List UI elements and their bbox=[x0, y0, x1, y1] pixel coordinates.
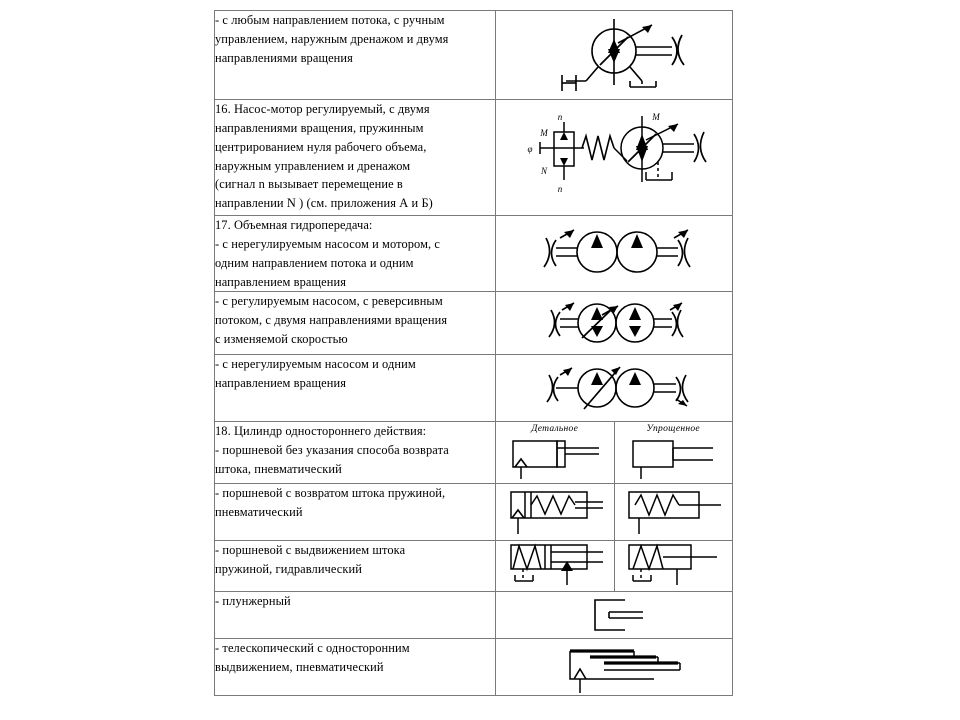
description-cell bbox=[215, 541, 496, 592]
desc-line: - плунжерный bbox=[215, 594, 291, 609]
desc-line: управлением, наружным дренажом и двумя bbox=[215, 31, 449, 46]
description-cell bbox=[215, 216, 496, 292]
table-row bbox=[215, 11, 733, 100]
desc-line: потоком, с двумя направлениями вращения bbox=[215, 313, 448, 328]
desc-line: направлением вращения bbox=[215, 376, 347, 391]
desc-line: направлениями вращения bbox=[215, 50, 353, 65]
desc-line: - с нерегулируемым насосом и мотором, с bbox=[215, 236, 441, 251]
symbol-cell-transmission-variable-pump-reversible bbox=[496, 292, 733, 355]
table-row bbox=[215, 292, 733, 355]
symbol-cell-cylinder-piston-spring-extend bbox=[496, 541, 733, 592]
desc-line: - с любым направлением потока, с ручным bbox=[215, 13, 445, 27]
symbol-graphic bbox=[496, 292, 732, 354]
svg-text:n: n bbox=[557, 112, 563, 122]
desc-line: 17. Объемная гидропередача: bbox=[215, 218, 373, 232]
desc-line: направлением вращения bbox=[215, 274, 347, 289]
svg-text:n: n bbox=[557, 184, 563, 194]
cylinder-detailed-graphic bbox=[496, 435, 615, 483]
description-cell bbox=[215, 592, 496, 639]
symbol-cell-cylinder-plunger bbox=[496, 592, 733, 639]
desc-line: одним направлением потока и одним bbox=[215, 255, 414, 270]
svg-text:M: M bbox=[540, 128, 548, 138]
cylinder-subheader-row bbox=[496, 422, 732, 435]
desc-line: наружным управлением и дренажом bbox=[215, 158, 411, 173]
table-row bbox=[215, 592, 733, 639]
symbols-specification-table bbox=[214, 10, 733, 696]
symbol-cell-pump-motor-manual-control bbox=[496, 11, 733, 100]
symbol-graphic bbox=[496, 216, 732, 288]
desc-line: - с нерегулируемым насосом и одним bbox=[215, 357, 416, 372]
cylinder-simplified-graphic bbox=[615, 435, 733, 483]
cylinder-symbol-pair bbox=[496, 541, 732, 591]
desc-line: 18. Цилиндр одностороннего действия: bbox=[215, 424, 427, 439]
symbol-graphic bbox=[496, 639, 732, 695]
desc-line: - телескопический с односторонним bbox=[215, 641, 410, 656]
symbol-graphic bbox=[496, 355, 732, 421]
cylinder-simplified-graphic bbox=[615, 484, 733, 540]
symbol-cell-cylinder-telescopic bbox=[496, 639, 733, 696]
svg-text:N: N bbox=[540, 166, 548, 176]
desc-line: центрированием нуля рабочего объема, bbox=[215, 139, 427, 154]
symbol-graphic bbox=[496, 592, 732, 638]
symbol-cell-cylinder-piston-spring-return bbox=[496, 484, 733, 541]
desc-line: с изменяемой скоростью bbox=[215, 332, 348, 347]
cylinder-symbol-pair bbox=[496, 484, 732, 540]
desc-line: - поршневой без указания способа возврата bbox=[215, 443, 449, 458]
desc-line: выдвижением, пневматический bbox=[215, 660, 384, 675]
desc-line: - с регулируемым насосом, с реверсивным bbox=[215, 294, 443, 309]
desc-line: направлениями вращения, пружинным bbox=[215, 120, 424, 135]
symbol-cell-transmission-fixed-pump-motor bbox=[496, 216, 733, 292]
symbol-cell-cylinder-piston-unspecified-return bbox=[496, 422, 733, 484]
cylinder-detailed-graphic bbox=[496, 484, 615, 540]
description-cell bbox=[215, 422, 496, 484]
description-cell bbox=[215, 292, 496, 355]
desc-line: пружиной, гидравлический bbox=[215, 562, 362, 577]
description-cell bbox=[215, 11, 496, 100]
symbol-cell-transmission-fixed-pump-one-direction bbox=[496, 355, 733, 422]
symbol-cell-pump-motor-spring-centered bbox=[496, 100, 733, 216]
desc-line: штока, пневматический bbox=[215, 462, 342, 477]
symbol-graphic bbox=[496, 11, 732, 99]
symbol-graphic bbox=[496, 100, 732, 215]
table-row bbox=[215, 216, 733, 292]
table-row bbox=[215, 541, 733, 592]
table-row bbox=[215, 422, 733, 484]
subheader-simplified: Упрощенное bbox=[646, 424, 700, 435]
desc-line: направлении N ) (см. приложения А и Б) bbox=[215, 196, 433, 211]
table-row bbox=[215, 639, 733, 696]
desc-line: - поршневой с возвратом штока пружиной, bbox=[215, 486, 446, 501]
cylinder-detailed-graphic bbox=[496, 541, 615, 591]
description-cell bbox=[215, 100, 496, 216]
table-row bbox=[215, 100, 733, 216]
desc-line: 16. Насос-мотор регулируемый, с двумя bbox=[215, 102, 430, 116]
svg-text:M: M bbox=[652, 112, 660, 122]
cylinder-simplified-graphic bbox=[615, 541, 733, 591]
svg-text:φ: φ bbox=[527, 144, 533, 154]
desc-line: (сигнал n вызывает перемещение в bbox=[215, 177, 403, 192]
desc-line: - поршневой с выдвижением штока bbox=[215, 543, 406, 558]
description-cell bbox=[215, 355, 496, 422]
desc-line: пневматический bbox=[215, 505, 303, 520]
subheader-detailed: Детальное bbox=[496, 422, 615, 435]
description-cell bbox=[215, 484, 496, 541]
table-row bbox=[215, 484, 733, 541]
description-cell bbox=[215, 639, 496, 696]
cylinder-symbol-pair bbox=[496, 435, 732, 483]
table-row bbox=[215, 355, 733, 422]
